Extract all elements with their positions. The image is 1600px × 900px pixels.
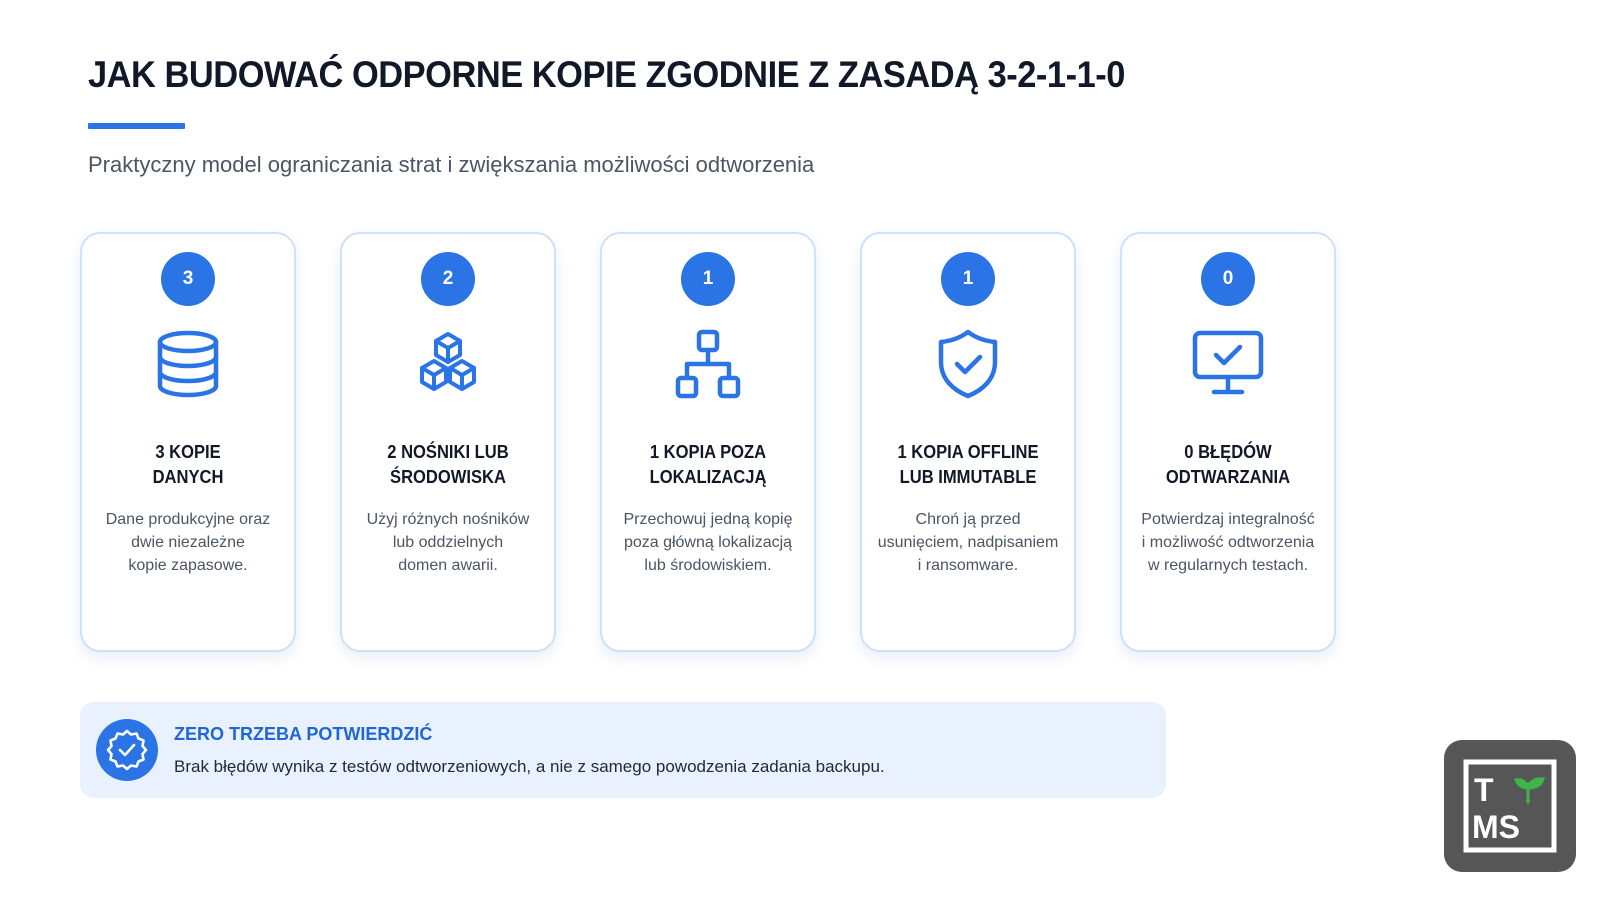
callout-box [80,702,1166,798]
card-description: Przechowuj jedną kopię poza główną lokalizacją lub środowiskiem. [623,511,793,574]
card-title: 1 KOPIA OFFLINE LUB IMMUTABLE [897,442,1039,487]
card-title: 1 KOPIA POZA LOKALIZACJĄ [649,442,767,487]
card-title: 3 KOPIE DANYCH [152,442,224,487]
callout-title: ZERO TRZEBA POTWIERDZIĆ [174,724,433,744]
card-3-copies [80,232,296,652]
monitor-check-icon [1192,328,1264,400]
sitemap-icon [672,328,744,400]
card-title: 0 BŁĘDÓW ODTWARZANIA [1165,442,1291,487]
card-badge: 1 [941,252,995,306]
card-description: Użyj różnych nośników lub oddzielnych domen awarii. [366,511,530,574]
card-2-media [340,232,556,652]
card-badge: 3 [161,252,215,306]
card-badge: 1 [681,252,735,306]
card-description: Dane produkcyjne oraz dwie niezależne kopie zapasowe. [105,511,271,574]
page-title: JAK BUDOWAĆ ODPORNE KOPIE ZGODNIE Z ZASADĄ 3-2-1-1-0 [88,54,1125,95]
svg-text:T: T [1474,772,1494,808]
page-subtitle: Praktyczny model ograniczania strat i zwiększania możliwości odtworzenia [88,152,815,177]
verified-badge-icon [96,719,158,781]
rule-cards [80,232,1336,652]
card-0-errors [1120,232,1336,652]
database-icon [152,328,224,400]
tms-logo [1444,740,1576,872]
card-badge: 2 [421,252,475,306]
card-title: 2 NOŚNIKI LUB ŚRODOWISKA [387,442,509,487]
card-1-offline [860,232,1076,652]
shield-check-icon [932,328,1004,400]
card-description: Potwierdzaj integralność i możliwość odtworzenia w regularnych testach. [1141,511,1315,574]
card-description: Chroń ją przed usunięciem, nadpisaniem i ransomware. [877,511,1059,574]
card-1-offsite [600,232,816,652]
svg-text:MS: MS [1472,809,1520,845]
callout-text: Brak błędów wynika z testów odtworzeniowych, a nie z samego powodzenia zadania backupu. [174,757,885,776]
cubes-icon [412,328,484,400]
title-underline [88,123,185,129]
card-badge: 0 [1201,252,1255,306]
